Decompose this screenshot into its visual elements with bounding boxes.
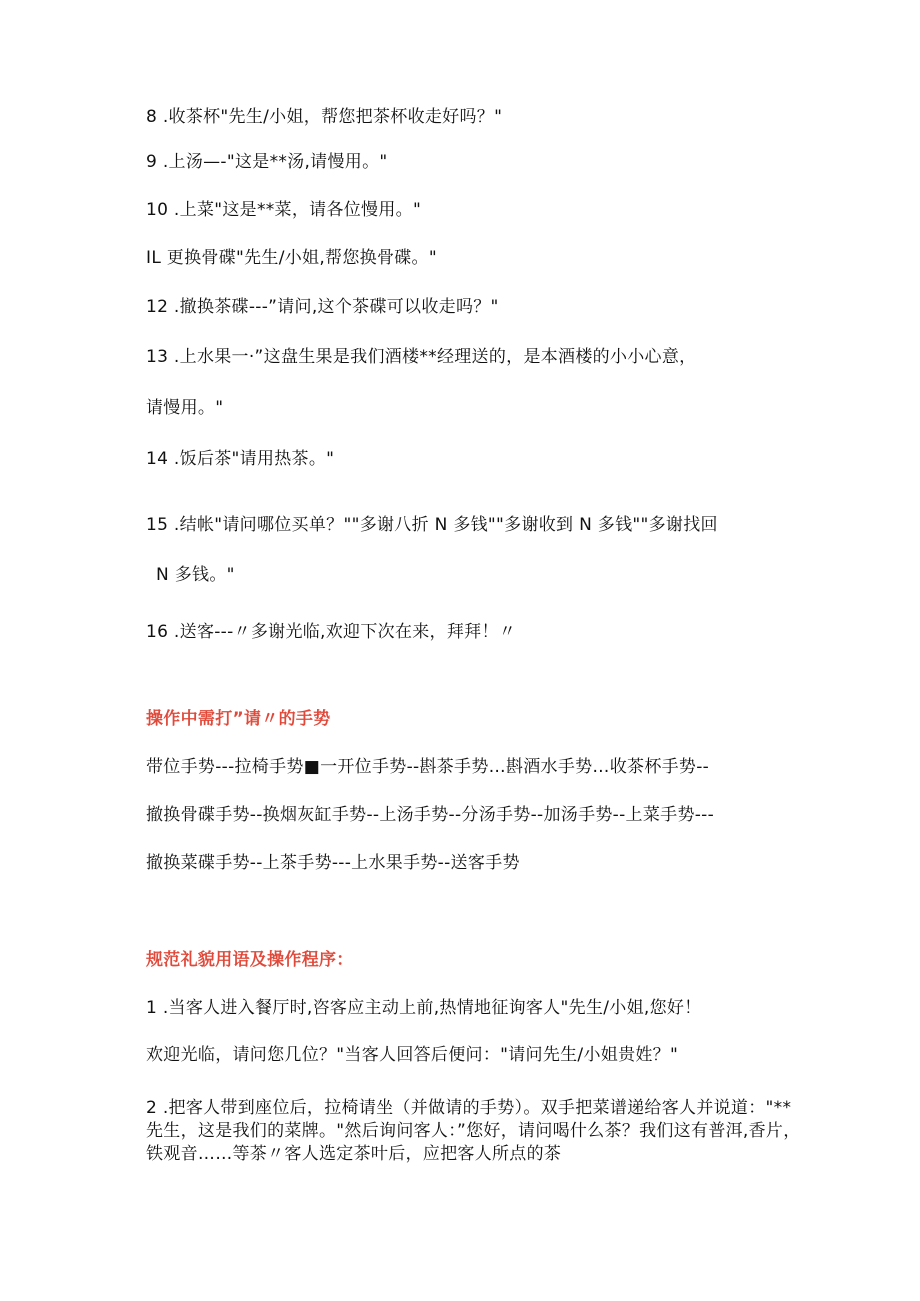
procedure-paragraph-2: 2 .把客人带到座位后，拉椅请坐（并做请的手势）。双手把菜谱递给客人并说道："**先生，这是我们的菜牌。"然后询问客人：”您好，请问喝什么茶？我们这有普洱,香片，铁观音……等茶〃客人选定茶叶后，应把客人所点的茶 [146, 1098, 801, 1164]
item-16: 16 .送客---〃多谢光临,欢迎下次在来，拜拜！〃 [146, 622, 517, 642]
item-13-cont: 请慢用。" [146, 398, 224, 418]
item-15-cont: N 多钱。" [156, 565, 235, 585]
item-11: IL 更换骨碟"先生/小姐,帮您换骨碟。" [146, 248, 437, 268]
item-8: 8 .收茶杯"先生/小姐，帮您把茶杯收走好吗？" [146, 107, 503, 127]
item-12: 12 .撤换茶碟---”请问,这个茶碟可以收走吗？" [146, 297, 499, 317]
gesture-line-1: 带位手势---拉椅手势■一开位手势--斟茶手势…斟酒水手势…收茶杯手势-- [146, 757, 710, 777]
procedure-line-1: 1 .当客人进入餐厅时,咨客应主动上前,热情地征询客人"先生/小姐,您好！ [146, 998, 702, 1018]
item-15: 15 .结帐"请问哪位买单？""多谢八折 N 多钱""多谢收到 N 多钱""多谢找回 [146, 515, 718, 535]
gesture-line-3: 撤换菜碟手势--上茶手势---上水果手势--送客手势 [146, 853, 520, 873]
gesture-heading: 操作中需打”请〃的手势 [146, 709, 331, 729]
gesture-line-2: 撤换骨碟手势--换烟灰缸手势--上汤手势--分汤手势--加汤手势--上菜手势--- [146, 805, 715, 825]
item-14: 14 .饭后茶"请用热茶。" [146, 449, 335, 469]
procedure-heading: 规范礼貌用语及操作程序： [146, 950, 354, 970]
procedure-line-1-cont: 欢迎光临，请问您几位？"当客人回答后便问："请问先生/小姐贵姓？" [146, 1045, 679, 1065]
item-9: 9 .上汤—-"这是**汤,请慢用。" [146, 152, 388, 172]
item-10: 10 .上菜"这是**菜，请各位慢用。" [146, 200, 422, 220]
item-13: 13 .上水果一·”这盘生果是我们酒楼**经理送的，是本酒楼的小小心意， [146, 347, 697, 367]
